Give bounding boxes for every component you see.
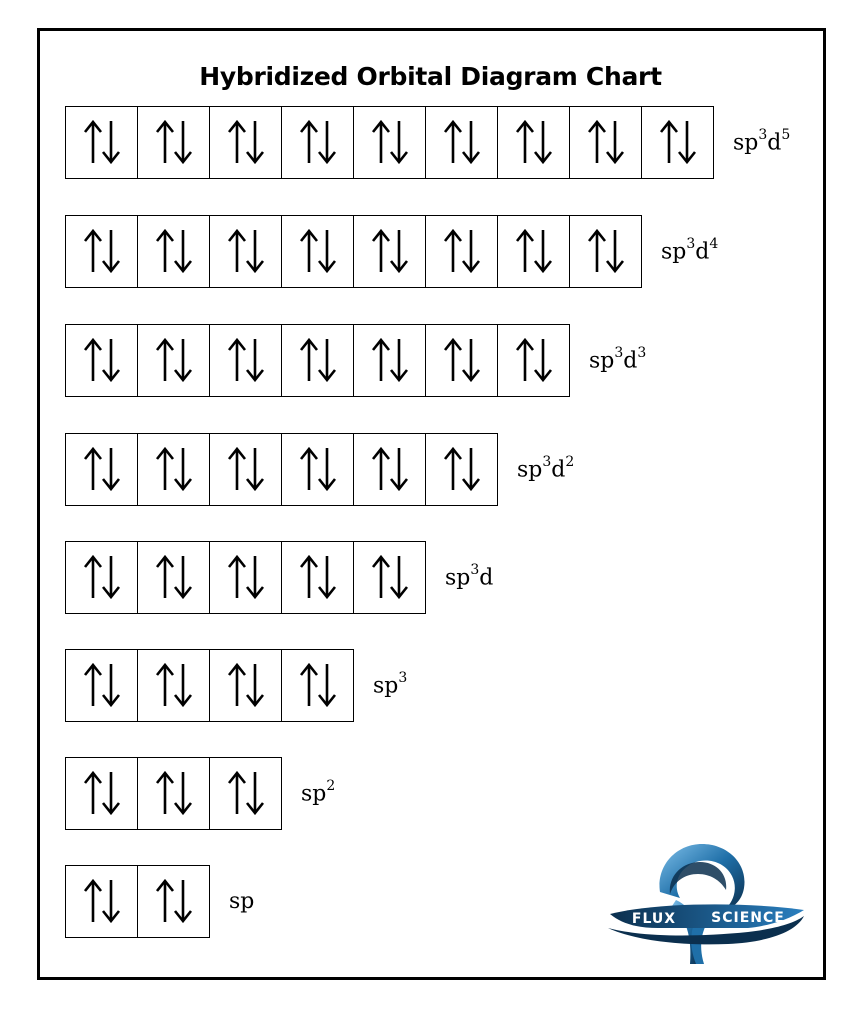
up-down-arrows-icon: [368, 446, 412, 492]
orbital-box: [425, 215, 498, 288]
up-down-arrows-icon: [296, 119, 340, 165]
hybridization-label: sp: [229, 888, 255, 914]
orbital-box: [65, 865, 138, 938]
orbital-row: [65, 106, 790, 178]
up-down-arrows-icon: [152, 662, 196, 708]
orbital-row: [65, 433, 574, 505]
orbital-box: [65, 433, 138, 506]
up-down-arrows-icon: [224, 119, 268, 165]
orbital-box: [209, 649, 282, 722]
orbital-row: [65, 649, 407, 721]
up-down-arrows-icon: [296, 337, 340, 383]
hybridization-label: $sp^3d^3$: [589, 344, 647, 374]
orbital-box: [209, 433, 282, 506]
hybridization-label: $sp^3d^4$: [661, 235, 719, 265]
up-down-arrows-icon: [152, 446, 196, 492]
orbital-box: [137, 649, 210, 722]
up-down-arrows-icon: [440, 337, 484, 383]
orbital-box: [65, 215, 138, 288]
up-down-arrows-icon: [152, 228, 196, 274]
orbital-box: [209, 757, 282, 830]
orbital-box: [65, 541, 138, 614]
up-down-arrows-icon: [224, 662, 268, 708]
orbital-box: [281, 649, 354, 722]
up-down-arrows-icon: [80, 770, 124, 816]
orbital-box: [209, 215, 282, 288]
up-down-arrows-icon: [368, 119, 412, 165]
orbital-box: [569, 215, 642, 288]
up-down-arrows-icon: [368, 554, 412, 600]
orbital-row: [65, 324, 646, 396]
orbital-box: [65, 757, 138, 830]
hybridization-label: $sp^3d^2$: [517, 453, 575, 483]
up-down-arrows-icon: [80, 337, 124, 383]
orbital-box: [353, 106, 426, 179]
up-down-arrows-icon: [80, 446, 124, 492]
up-down-arrows-icon: [512, 228, 556, 274]
orbital-box: [137, 215, 210, 288]
up-down-arrows-icon: [296, 228, 340, 274]
hybridization-label: $sp^3$: [373, 669, 408, 699]
up-down-arrows-icon: [440, 446, 484, 492]
orbital-box: [353, 324, 426, 397]
up-down-arrows-icon: [224, 446, 268, 492]
up-down-arrows-icon: [296, 554, 340, 600]
up-down-arrows-icon: [152, 337, 196, 383]
diagram-title: Hybridized Orbital Diagram Chart: [199, 62, 662, 91]
orbital-box: [65, 324, 138, 397]
up-down-arrows-icon: [656, 119, 700, 165]
orbital-box: [353, 215, 426, 288]
orbital-box: [65, 106, 138, 179]
up-down-arrows-icon: [440, 119, 484, 165]
flux-science-logo: [598, 836, 810, 970]
up-down-arrows-icon: [512, 337, 556, 383]
logo-text-science: SCIENCE: [711, 910, 785, 926]
up-down-arrows-icon: [368, 337, 412, 383]
up-down-arrows-icon: [296, 446, 340, 492]
orbital-box: [353, 433, 426, 506]
up-down-arrows-icon: [152, 119, 196, 165]
up-down-arrows-icon: [224, 554, 268, 600]
orbital-row: [65, 865, 254, 937]
orbital-box: [209, 324, 282, 397]
orbital-box: [137, 865, 210, 938]
orbital-box: [281, 106, 354, 179]
orbital-box: [497, 215, 570, 288]
hybridization-label: $sp^3d^5$: [733, 126, 791, 156]
orbital-box: [281, 541, 354, 614]
up-down-arrows-icon: [80, 228, 124, 274]
up-down-arrows-icon: [296, 662, 340, 708]
up-down-arrows-icon: [152, 770, 196, 816]
orbital-box: [569, 106, 642, 179]
up-down-arrows-icon: [80, 662, 124, 708]
orbital-box: [209, 106, 282, 179]
up-down-arrows-icon: [80, 554, 124, 600]
orbital-box: [281, 215, 354, 288]
orbital-box: [497, 106, 570, 179]
orbital-box: [137, 324, 210, 397]
orbital-row: [65, 541, 493, 613]
up-down-arrows-icon: [368, 228, 412, 274]
up-down-arrows-icon: [224, 337, 268, 383]
orbital-box: [281, 433, 354, 506]
orbital-box: [137, 106, 210, 179]
orbital-box: [137, 757, 210, 830]
orbital-box: [497, 324, 570, 397]
orbital-row: [65, 757, 335, 829]
up-down-arrows-icon: [512, 119, 556, 165]
up-down-arrows-icon: [80, 878, 124, 924]
orbital-box: [353, 541, 426, 614]
up-down-arrows-icon: [152, 878, 196, 924]
orbital-box: [65, 649, 138, 722]
orbital-box: [425, 433, 498, 506]
hybridization-label: $sp^2$: [301, 777, 336, 807]
up-down-arrows-icon: [584, 119, 628, 165]
up-down-arrows-icon: [80, 119, 124, 165]
orbital-box: [425, 106, 498, 179]
logo-text-flux: FLUX: [631, 911, 677, 927]
up-down-arrows-icon: [584, 228, 628, 274]
orbital-box: [425, 324, 498, 397]
orbital-box: [209, 541, 282, 614]
up-down-arrows-icon: [224, 770, 268, 816]
hybridization-label: $sp^3d$: [445, 561, 494, 591]
orbital-box: [641, 106, 714, 179]
orbital-box: [137, 433, 210, 506]
orbital-box: [137, 541, 210, 614]
orbital-row: [65, 215, 718, 287]
up-down-arrows-icon: [152, 554, 196, 600]
up-down-arrows-icon: [224, 228, 268, 274]
up-down-arrows-icon: [440, 228, 484, 274]
orbital-box: [281, 324, 354, 397]
